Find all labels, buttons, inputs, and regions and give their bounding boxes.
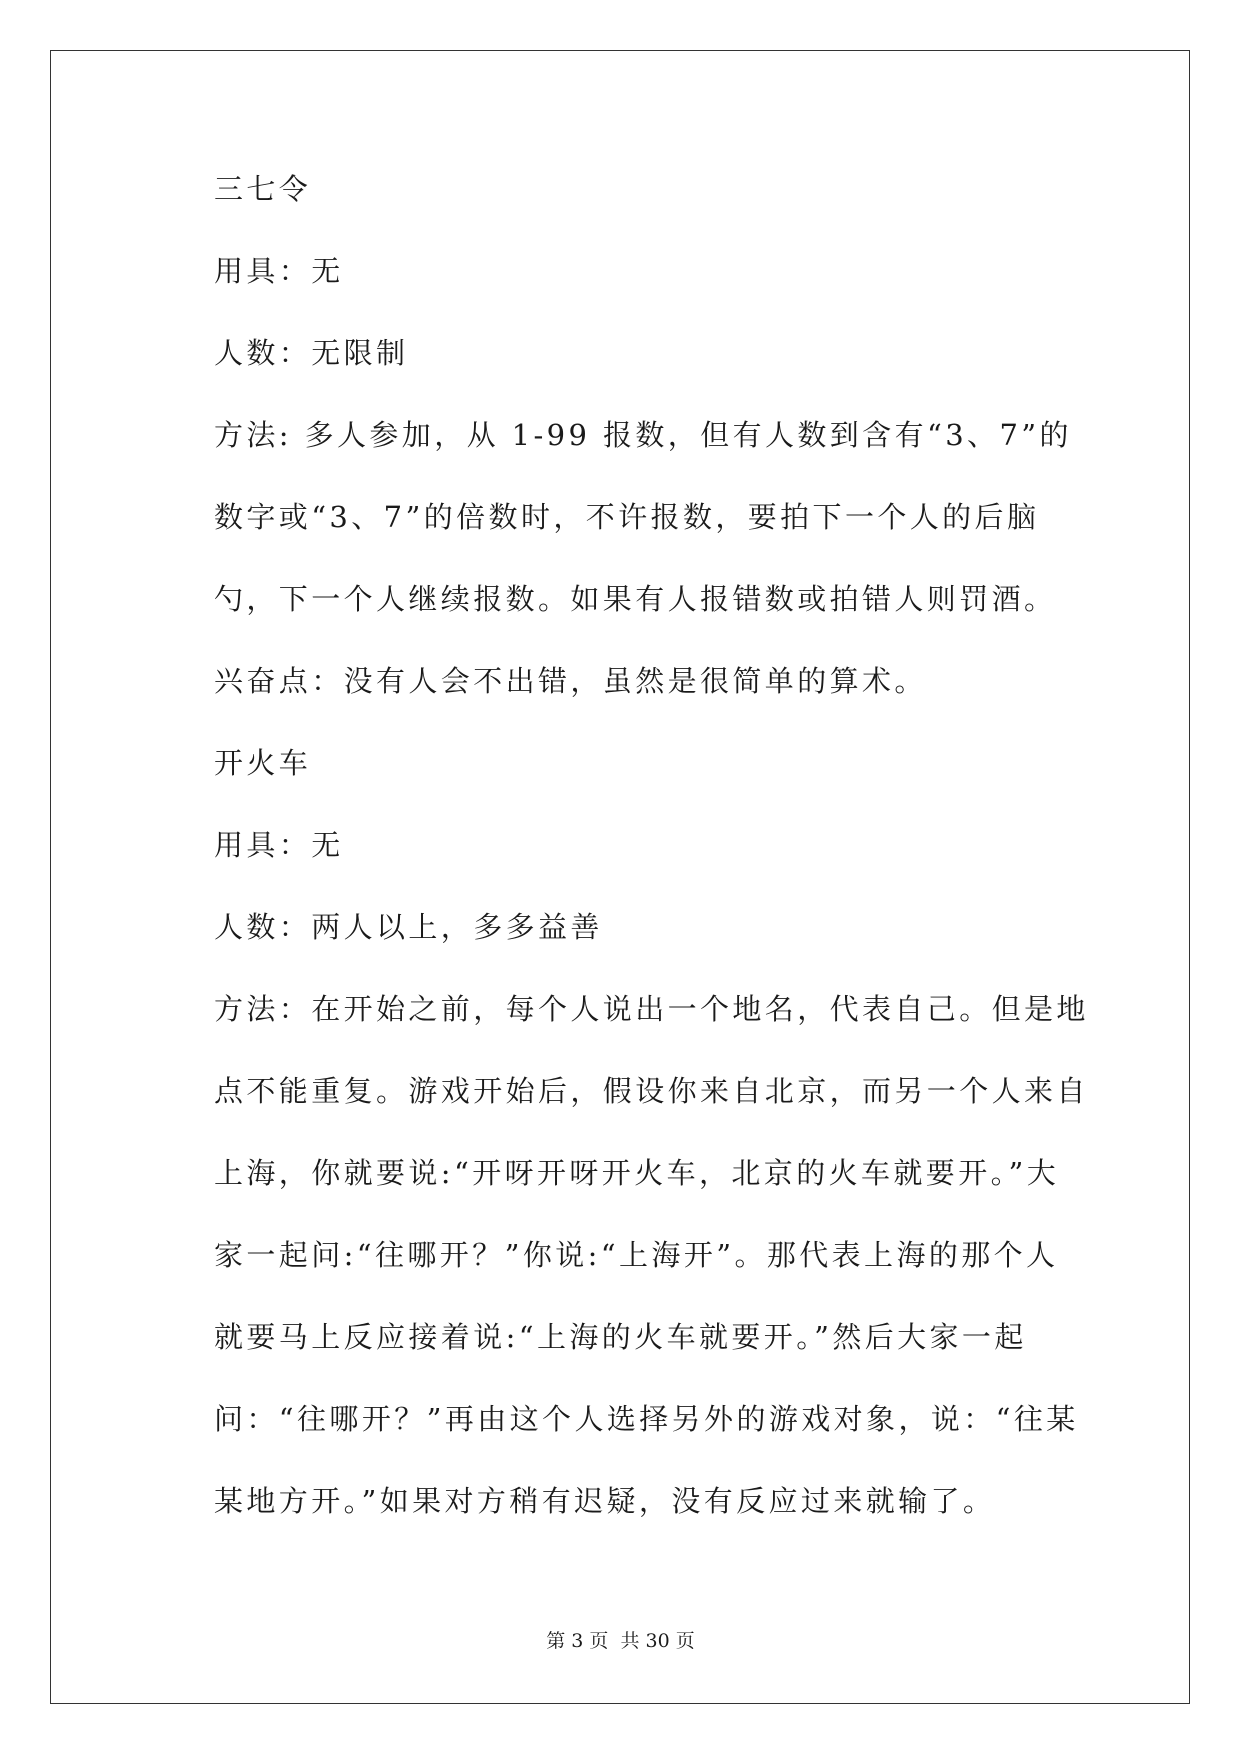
section-title-sanqiling: 三七令 — [214, 172, 312, 206]
players-line: 人数：无限制 — [214, 336, 409, 370]
method-paragraph: 方法: 多人参加，从 1-99 报数，但有人数到含有“3、7”的数字或“3、7”的倍数时，不许报数，要拍下一个人的后脑勺，下一个人继续报数。如果有人报错数或拍错人则罚酒。 — [214, 418, 1072, 616]
method-paragraph: 方法：在开始之前，每个人说出一个地名，代表自己。但是地点不能重复。游戏开始后，假设你来自北京，而另一个人来自上海，你就要说:“开呀开呀开火车，北京的火车就要开。”大家一起问:“往哪开？”你说:“上海开”。那代表上海的那个人就要马上反应接着说:“上海的火车就要开。”然后大家一起问：“往哪开？”再由这个人选择另外的游戏对象，说：“往某某地方开。”如果对方稍有迟疑，没有反应过来就输了。 — [214, 992, 1089, 1518]
players-line: 人数：两人以上，多多益善 — [214, 910, 603, 944]
page-number: 第 3 页 — [546, 1630, 609, 1652]
excitement-paragraph: 兴奋点：没有人会不出错，虽然是很简单的算术。 — [214, 664, 927, 698]
equipment-line: 用具：无 — [214, 254, 344, 288]
page-footer — [0, 1626, 1241, 1653]
total-pages: 共 30 页 — [620, 1630, 695, 1652]
section-title-kaihuoche: 开火车 — [214, 746, 312, 780]
equipment-line: 用具：无 — [214, 828, 344, 862]
